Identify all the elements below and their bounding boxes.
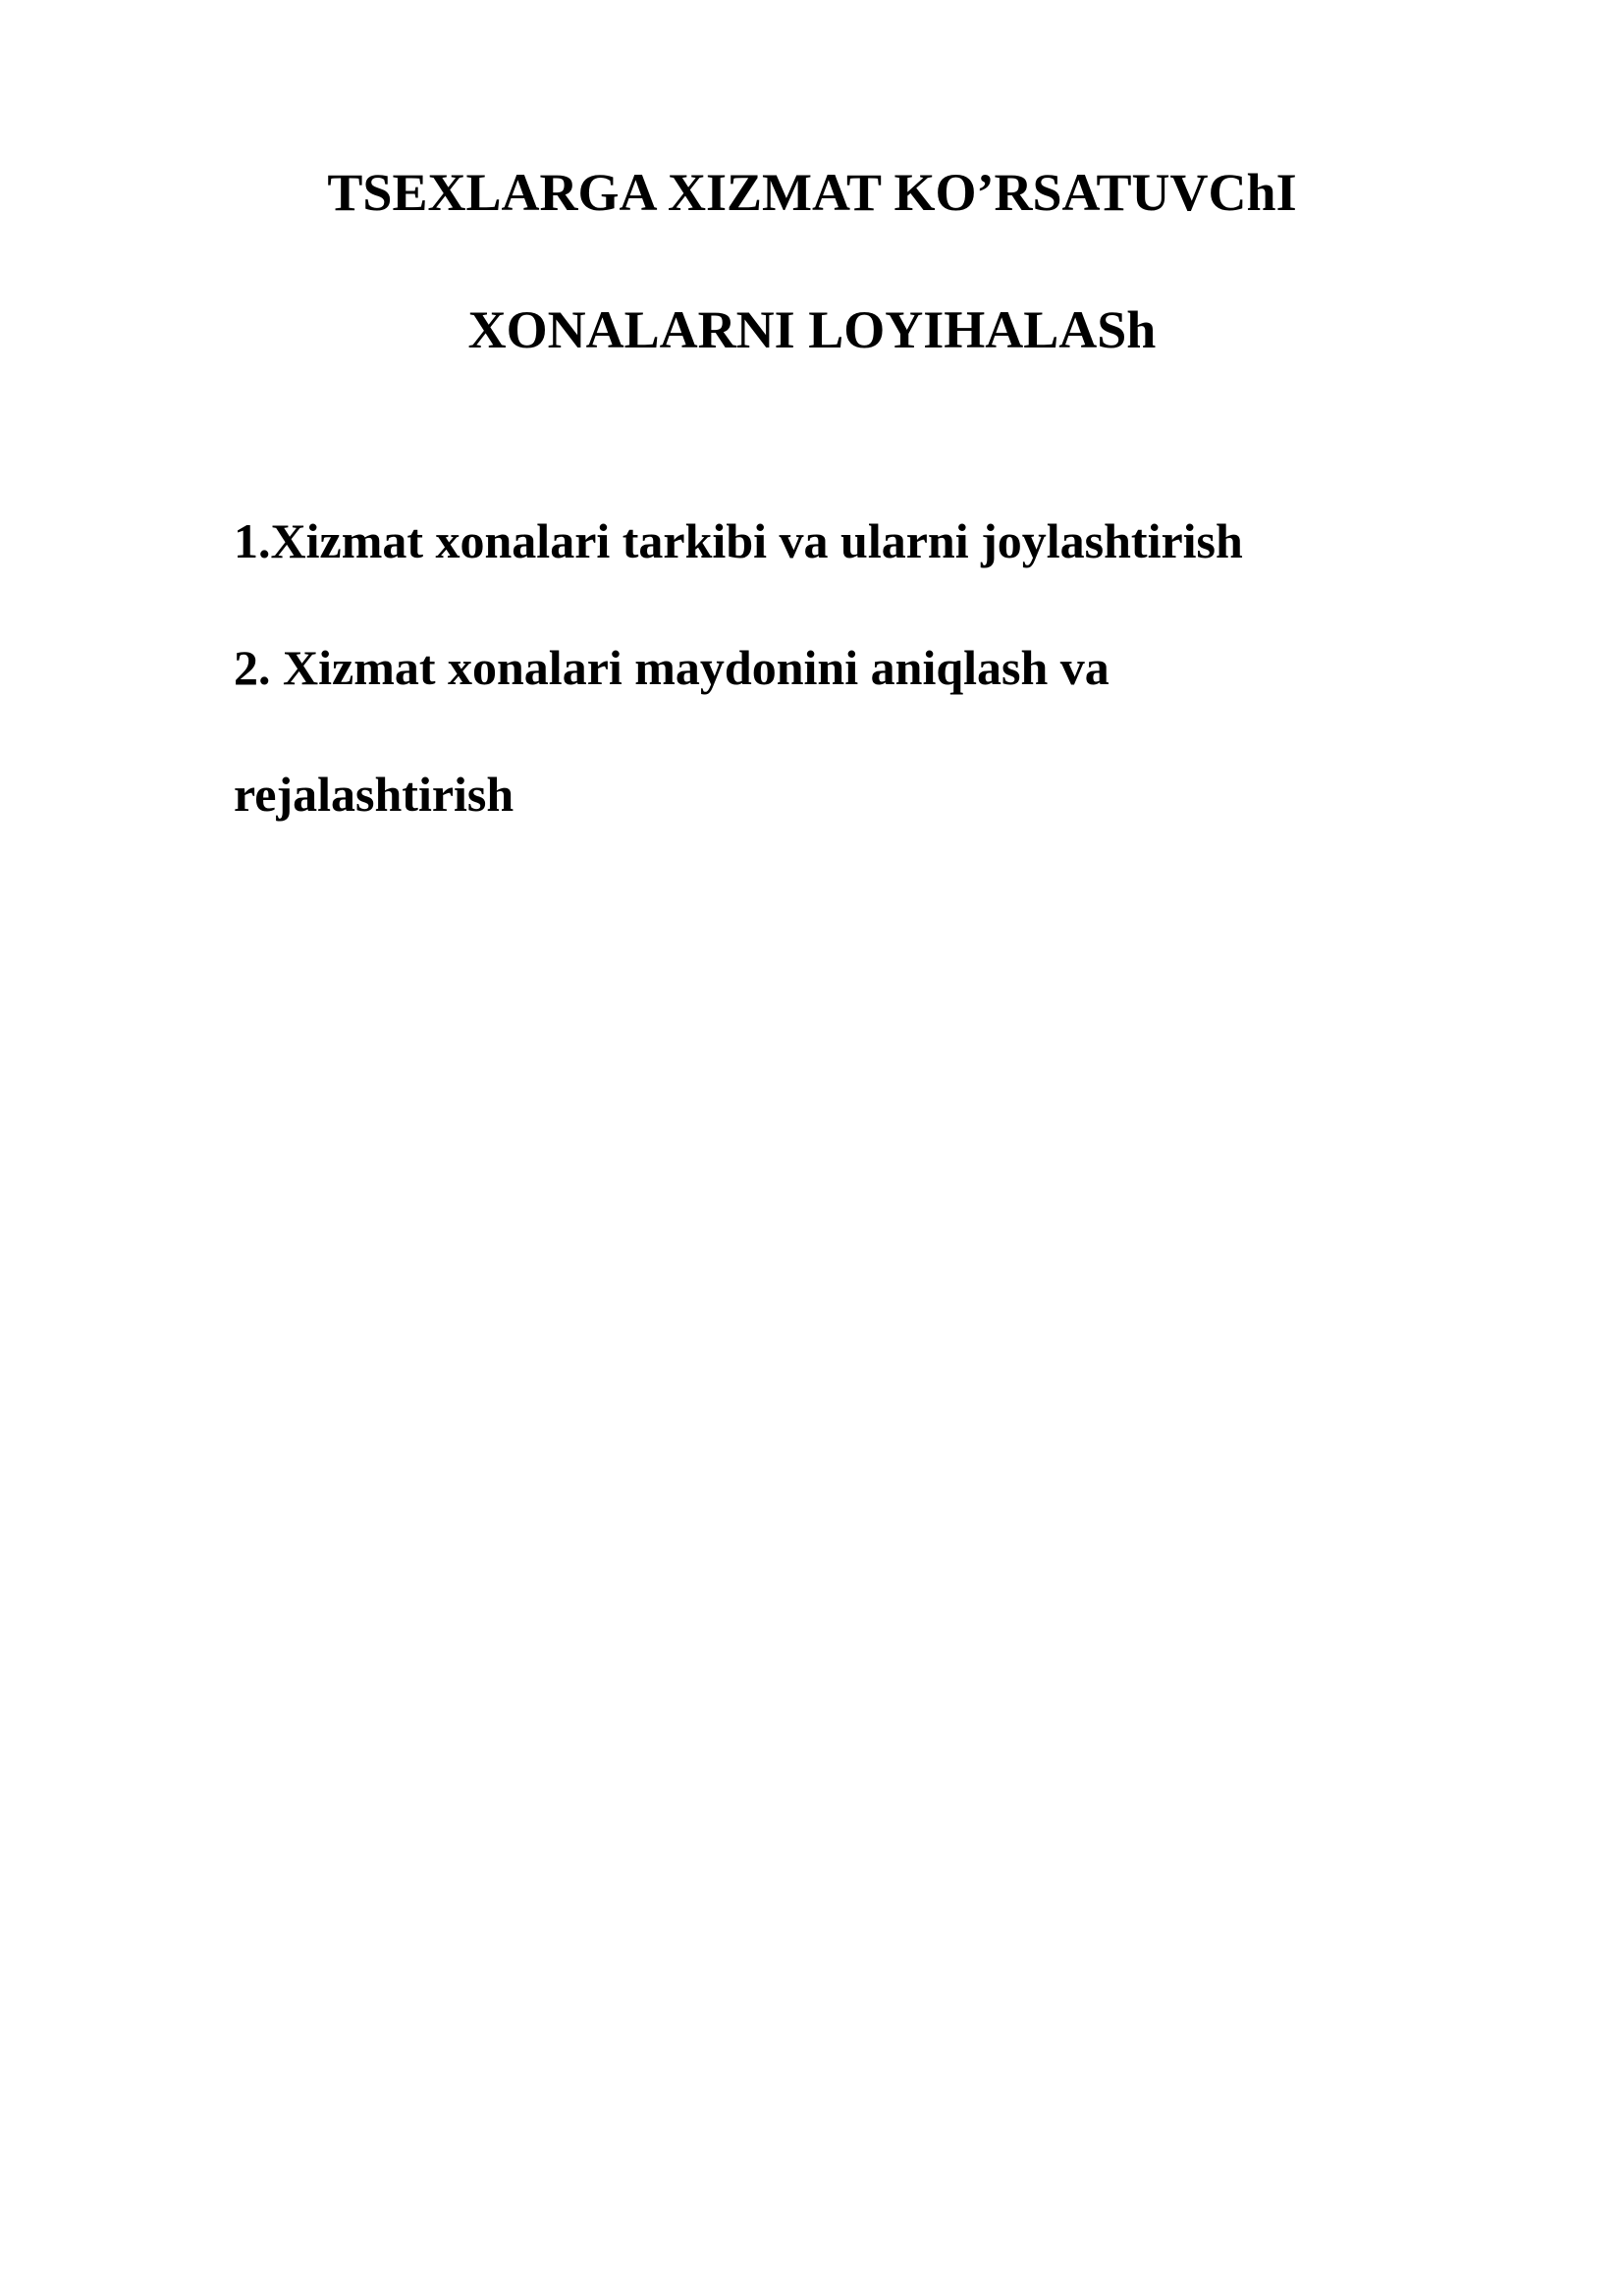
topic-item-2: 2. Xizmat xonalari maydonini aniqlash va <box>234 640 1110 695</box>
document-title-line-1: TSEXLARGA XIZMAT KO’RSATUVChI <box>327 163 1297 222</box>
document-title-line-2: XONALARNI LOYIHALASh <box>467 300 1157 359</box>
topic-item-1: 1.Xizmat xonalari tarkibi va ularni joylashtirish <box>234 513 1243 568</box>
topic-item-2-continuation: rejalashtirish <box>234 767 514 822</box>
